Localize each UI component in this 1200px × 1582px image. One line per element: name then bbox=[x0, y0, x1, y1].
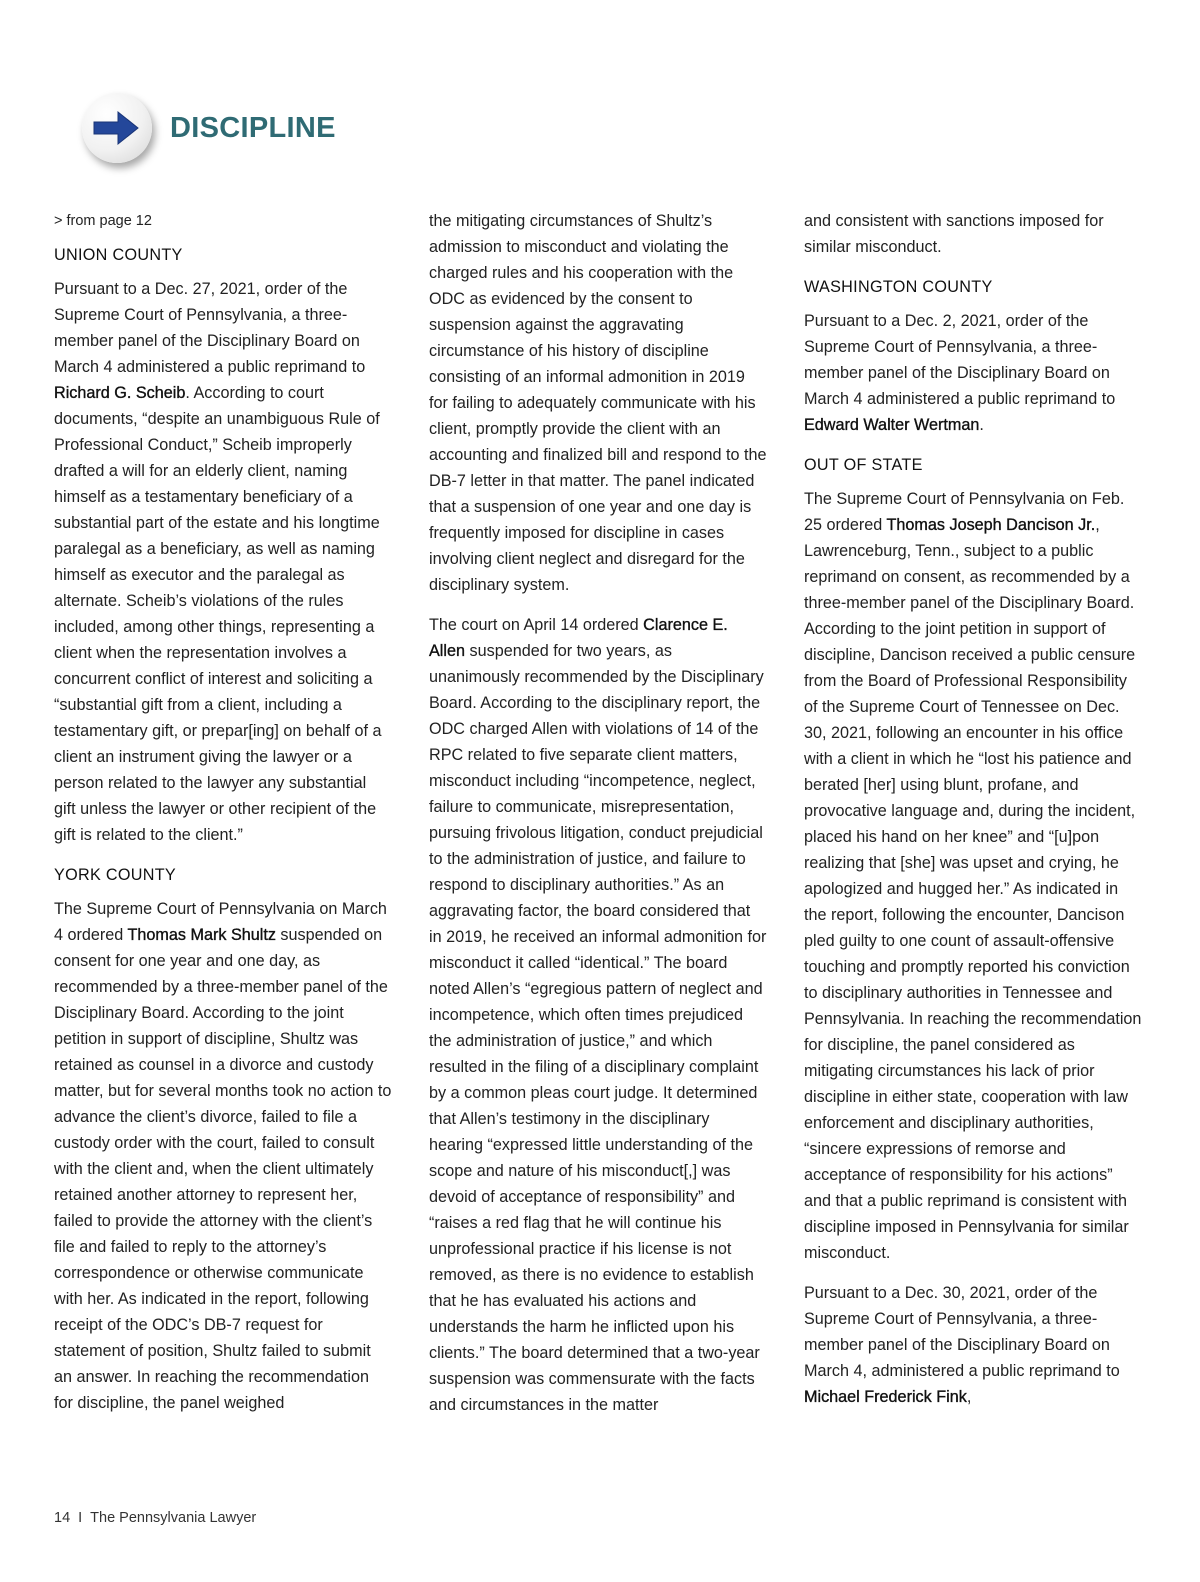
column-3 bbox=[804, 208, 1142, 1424]
union-county-paragraph: Pursuant to a Dec. 27, 2021, order of the Supreme Court of Pennsylvania, a three-member panel of the Disciplinary Board on March 4 administered a public reprimand to Richard G. Scheib. According to court documents, “despite an unambiguous Rule of Professional Conduct,” Scheib improperly drafted a will for an elderly client, naming himself as a testamentary beneficiary of a substantial part of the estate and his longtime paralegal as a beneficiary, as well as naming himself as executor and the paralegal as alternate. Scheib’s violations of the rules included, among other things, representing a client when the representation involves a concurrent conflict of interest and soliciting a “substantial gift from a client, including a testamentary gift, or prepar[ing] on behalf of a client an instrument giving the lawyer or a person related to the lawyer any substantial gift unless the lawyer or other recipient of the gift is related to the client.” bbox=[54, 280, 382, 844]
washington-county-paragraph: Pursuant to a Dec. 2, 2021, order of the Supreme Court of Pennsylvania, a three-member panel of the Disciplinary Board on March 4 administered a public reprimand to Edward Walter Wertman. bbox=[804, 312, 1116, 434]
shultz-continued-paragraph: the mitigating circumstances of Shultz’s admission to misconduct and violating the charged rules and his cooperation with the ODC as evidenced by the consent to suspension against the aggravating circumstance of his history of discipline consisting of an informal admonition in 2019 for failing to adequately communicate with his client, promptly provide the client with an accounting and finalized bill and respond to the DB-7 letter in that matter. The panel indicated that a suspension of one year and one day is frequently imposed for discipline in cases involving client neglect and disregard for the disciplinary system. bbox=[429, 212, 767, 594]
attorney-name: Michael Frederick Fink bbox=[804, 1388, 967, 1406]
heading-washington-county: WASHINGTON COUNTY bbox=[804, 278, 993, 296]
column-2 bbox=[429, 208, 767, 1432]
section-header bbox=[82, 88, 336, 168]
heading-union-county: UNION COUNTY bbox=[54, 246, 183, 264]
footer-separator: I bbox=[78, 1510, 83, 1526]
continued-from-note: > from page 12 bbox=[54, 213, 152, 229]
arrow-badge bbox=[82, 93, 152, 163]
attorney-name: Richard G. Scheib bbox=[54, 384, 186, 402]
section-title: DISCIPLINE bbox=[170, 111, 336, 144]
arrow-right-icon bbox=[92, 108, 142, 148]
column-1 bbox=[54, 208, 392, 1430]
attorney-name: Thomas Joseph Dancison Jr. bbox=[886, 516, 1096, 534]
dancison-paragraph: The Supreme Court of Pennsylvania on Feb. 25 ordered Thomas Joseph Dancison Jr., Lawrenceburg, Tenn., subject to a public reprimand on consent, as recommended by a three-member panel of the Disciplinary Board. According to the joint petition in support of discipline, Dancison received a public censure from the Board of Professional Responsibility of the Supreme Court of Tennessee on Dec. 30, 2021, following an encounter in his office with a client in which he “lost his patience and berated [her] using blunt, profane, and provocative language and, during the incident, placed his hand on her knee” and “[u]pon realizing that [she] was upset and crying, he apologized and hugged her.” As indicated in the report, following the encounter, Dancison pled guilty to one count of assault-offensive touching and promptly reported his conviction to disciplinary authorities in Tennessee and Pennsylvania. In reaching the recommendation for discipline, the panel considered as mitigating circumstances his lack of prior discipline in either state, cooperation with law enforcement and disciplinary authorities, “sincere expressions of remorse and acceptance of responsibility for his actions” and that a public reprimand is consistent with discipline imposed in Pennsylvania for similar misconduct. bbox=[804, 490, 1142, 1262]
heading-york-county: YORK COUNTY bbox=[54, 866, 177, 884]
allen-continued-paragraph: and consistent with sanctions imposed for similar misconduct. bbox=[804, 212, 1104, 256]
attorney-name: Thomas Mark Shultz bbox=[127, 926, 276, 944]
heading-out-of-state: OUT OF STATE bbox=[804, 456, 923, 474]
fink-paragraph: Pursuant to a Dec. 30, 2021, order of the Supreme Court of Pennsylvania, a three-member panel of the Disciplinary Board on March 4, administered a public reprimand to Michael Frederick Fink, bbox=[804, 1284, 1120, 1406]
york-county-paragraph: The Supreme Court of Pennsylvania on March 4 ordered Thomas Mark Shultz suspended on consent for one year and one day, as recommended by a three-member panel of the Disciplinary Board. According to the joint petition in support of discipline, Shultz was retained as counsel in a divorce and custody matter, but for several months took no action to advance the client’s divorce, failed to file a custody order with the court, failed to consult with the client and, when the client ultimately retained another attorney to represent her, failed to provide the attorney with the client’s file and failed to reply to the attorney’s correspondence or otherwise communicate with her. As indicated in the report, following receipt of the ODC’s DB-7 request for statement of position, Shultz failed to submit an answer. In reaching the recommendation for discipline, the panel weighed bbox=[54, 900, 392, 1412]
attorney-name: Clarence E. Allen bbox=[429, 616, 728, 660]
publication-name: The Pennsylvania Lawyer bbox=[90, 1510, 257, 1526]
allen-paragraph: The court on April 14 ordered Clarence E. Allen suspended for two years, as unanimously recommended by the Disciplinary Board. According to the disciplinary report, the ODC charged Allen with violations of 14 of the RPC related to five separate client matters, misconduct including “incompetence, neglect, failure to communicate, misrepresentation, pursuing frivolous litigation, conduct prejudicial to the administration of justice, and failure to respond to disciplinary authorities.” As an aggravating factor, the board considered that in 2019, he received an informal admonition for misconduct it called “identical.” The board noted Allen’s “egregious pattern of neglect and incompetence, which often times prejudiced the administration of justice,” and which resulted in the filing of a disciplinary complaint by a common pleas court judge. It determined that Allen’s testimony in the disciplinary hearing “expressed little understanding of the scope and nature of his misconduct[,] was devoid of acceptance of responsibility” and “raises a red flag that he will continue his unprofessional practice if his license is not removed, as there is no evidence to establish that he has evaluated his actions and understands the harm he inflicted upon his clients.” The board determined that a two-year suspension was commensurate with the facts and circumstances in the matter bbox=[429, 616, 767, 1414]
page-number: 14 bbox=[54, 1510, 71, 1526]
attorney-name: Edward Walter Wertman bbox=[804, 416, 980, 434]
page-footer bbox=[54, 1510, 256, 1526]
